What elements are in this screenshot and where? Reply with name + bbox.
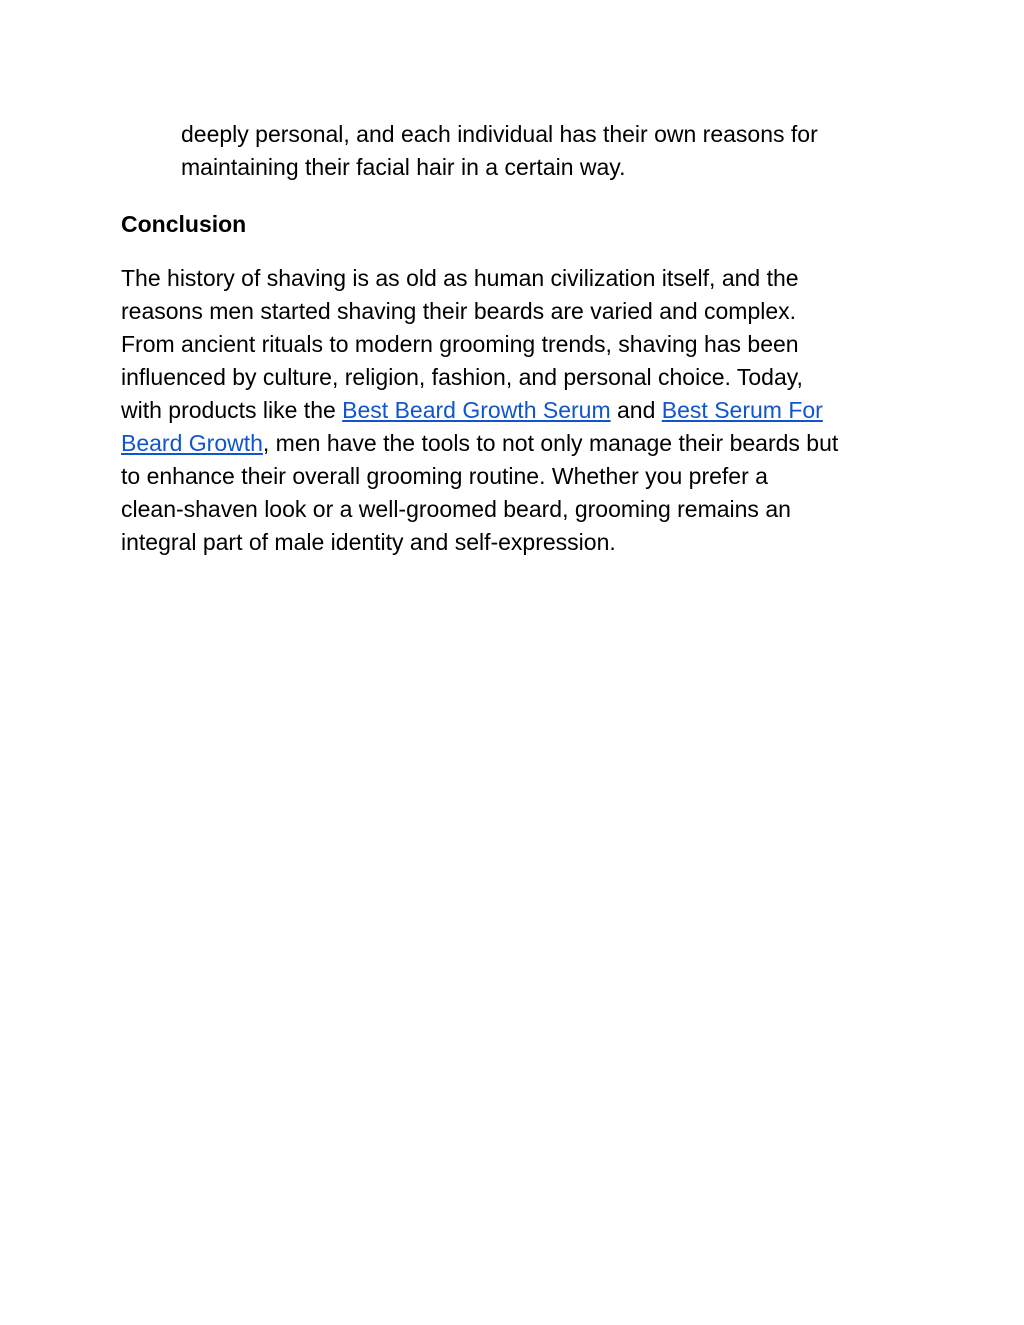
paragraph-line: maintaining their facial hair in a certain way. bbox=[181, 154, 626, 180]
paragraph-text: with products like the bbox=[121, 397, 343, 423]
paragraph-text: and bbox=[610, 397, 662, 423]
paragraph-line: From ancient rituals to modern grooming trends, shaving has been bbox=[121, 331, 799, 357]
paragraph-text: , men have the tools to not only manage their beards but bbox=[262, 430, 839, 456]
paragraph-line: integral part of male identity and self-expression. bbox=[121, 529, 616, 555]
best-beard-growth-serum-link[interactable]: Best Beard Growth Serum bbox=[342, 397, 611, 423]
paragraph-line: to enhance their overall grooming routine. Whether you prefer a bbox=[121, 463, 768, 489]
paragraph-line: influenced by culture, religion, fashion, and personal choice. Today, bbox=[121, 364, 803, 390]
continued-paragraph bbox=[181, 118, 921, 184]
best-serum-for-beard-growth-link[interactable]: Best Serum For bbox=[661, 397, 823, 423]
conclusion-heading: Conclusion bbox=[121, 211, 247, 237]
paragraph-line: The history of shaving is as old as human civilization itself, and the bbox=[121, 265, 799, 291]
paragraph-line: deeply personal, and each individual has their own reasons for bbox=[181, 121, 818, 147]
paragraph-line bbox=[121, 394, 921, 427]
paragraph-line: clean-shaven look or a well-groomed beard, grooming remains an bbox=[121, 496, 791, 522]
paragraph-line: reasons men started shaving their beards are varied and complex. bbox=[121, 298, 797, 324]
conclusion-paragraph bbox=[121, 262, 921, 559]
paragraph-line bbox=[121, 427, 921, 460]
best-serum-for-beard-growth-link-continued[interactable]: Beard Growth bbox=[121, 430, 263, 456]
